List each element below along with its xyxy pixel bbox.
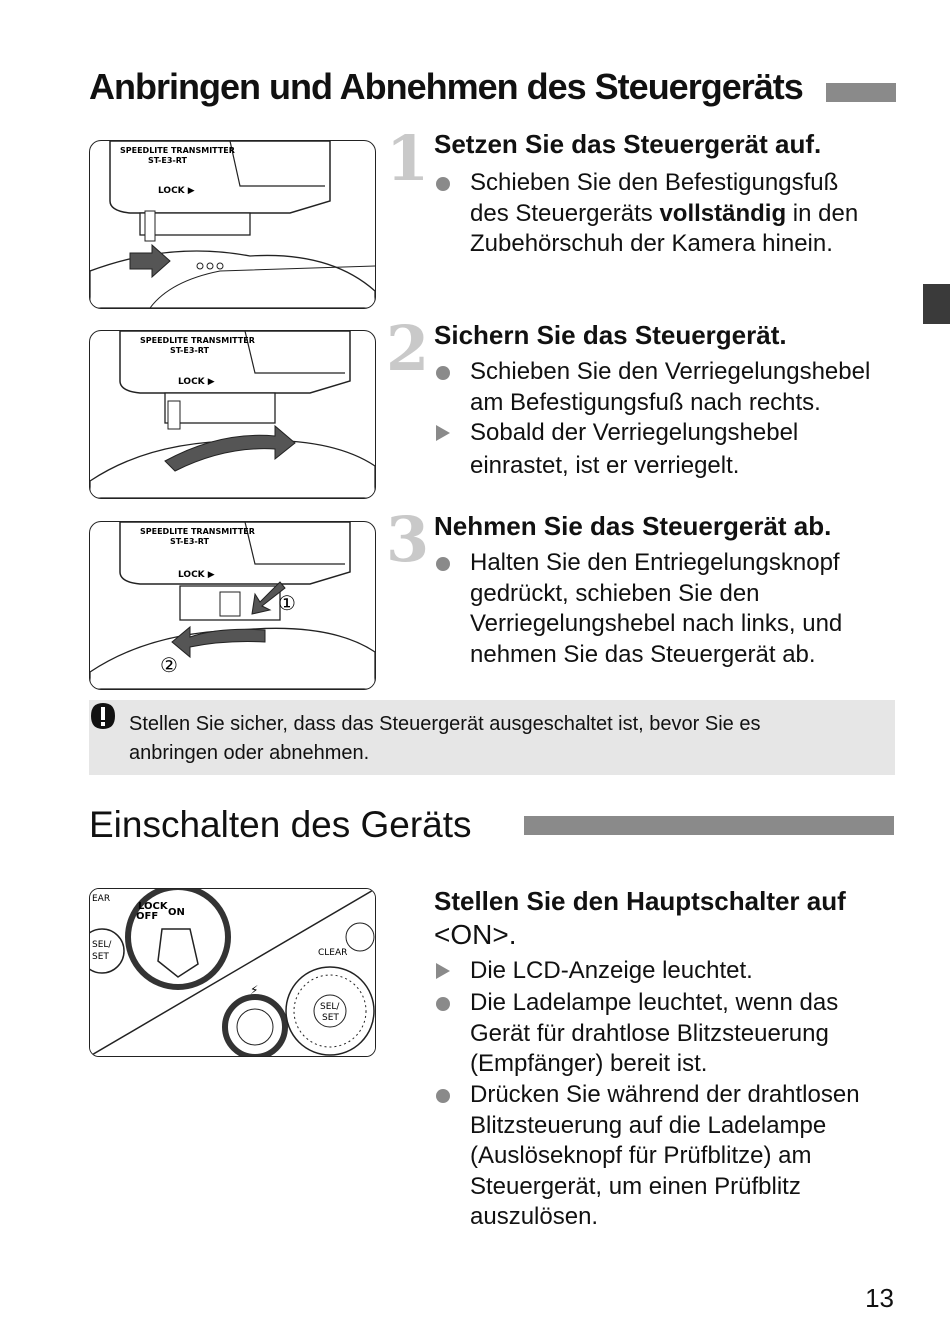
svg-text:LOCK: LOCK <box>138 901 168 912</box>
bullet-dot-icon <box>436 366 450 380</box>
illustration-detach <box>89 521 376 690</box>
callout-2: ② <box>160 653 178 677</box>
svg-text:SEL/: SEL/ <box>92 940 112 950</box>
svg-text:EAR: EAR <box>92 894 111 904</box>
callout-1: ① <box>278 591 296 615</box>
power-step-title: Stellen Sie den Hauptschalter auf <ON>. <box>434 886 846 950</box>
bullet-dot-icon <box>436 557 450 571</box>
caution-note: Stellen Sie sicher, dass das Steuergerät ausgeschaltet ist, bevor Sie es anbringen oder abnehmen. <box>89 700 895 775</box>
svg-text:SPEEDLITE TRANSMITTER: SPEEDLITE TRANSMITTER <box>140 527 255 536</box>
step-title-1: Setzen Sie das Steuergerät auf. <box>434 129 822 159</box>
transmitter-label: SPEEDLITE TRANSMITTER <box>120 146 235 155</box>
svg-text:⚡: ⚡ <box>250 983 259 997</box>
step-title-2: Sichern Sie das Steuergerät. <box>434 320 787 350</box>
section-title-attach: Anbringen und Abnehmen des Steuergeräts <box>89 66 803 107</box>
result-arrow-icon <box>436 425 450 441</box>
bullet-dot-icon <box>436 997 450 1011</box>
step-number-1: 1 <box>386 122 430 195</box>
svg-text:ST-E3-RT: ST-E3-RT <box>148 156 187 165</box>
svg-text:ST-E3-RT: ST-E3-RT <box>170 537 209 546</box>
svg-text:ON: ON <box>168 907 185 918</box>
svg-text:SET: SET <box>322 1013 339 1023</box>
title-rule <box>524 816 894 835</box>
step-title-3: Nehmen Sie das Steuergerät ab. <box>434 511 832 541</box>
svg-text:LOCK ▶: LOCK ▶ <box>178 377 215 387</box>
svg-text:ST-E3-RT: ST-E3-RT <box>170 346 209 355</box>
svg-text:LOCK ▶: LOCK ▶ <box>178 570 215 580</box>
illustration-power-switch <box>89 888 376 1057</box>
bullet-dot-icon <box>436 1089 450 1103</box>
title-rule <box>826 83 896 102</box>
illustration-lock <box>89 330 376 499</box>
svg-text:LOCK ▶: LOCK ▶ <box>158 186 195 196</box>
svg-text:SPEEDLITE TRANSMITTER: SPEEDLITE TRANSMITTER <box>140 336 255 345</box>
caution-icon <box>89 702 117 730</box>
svg-text:SET: SET <box>92 952 109 962</box>
illustration-attach <box>89 140 376 309</box>
result-arrow-icon <box>436 963 450 979</box>
step-number-2: 2 <box>386 312 430 385</box>
svg-text:SEL/: SEL/ <box>320 1002 340 1012</box>
section-title-power: Einschalten des Geräts <box>89 804 472 845</box>
svg-text:OFF: OFF <box>136 911 159 922</box>
svg-text:CLEAR: CLEAR <box>318 948 348 958</box>
page-number: 13 <box>865 1283 894 1313</box>
bullet-dot-icon <box>436 177 450 191</box>
chapter-tab <box>923 284 950 324</box>
step-number-3: 3 <box>386 503 430 576</box>
